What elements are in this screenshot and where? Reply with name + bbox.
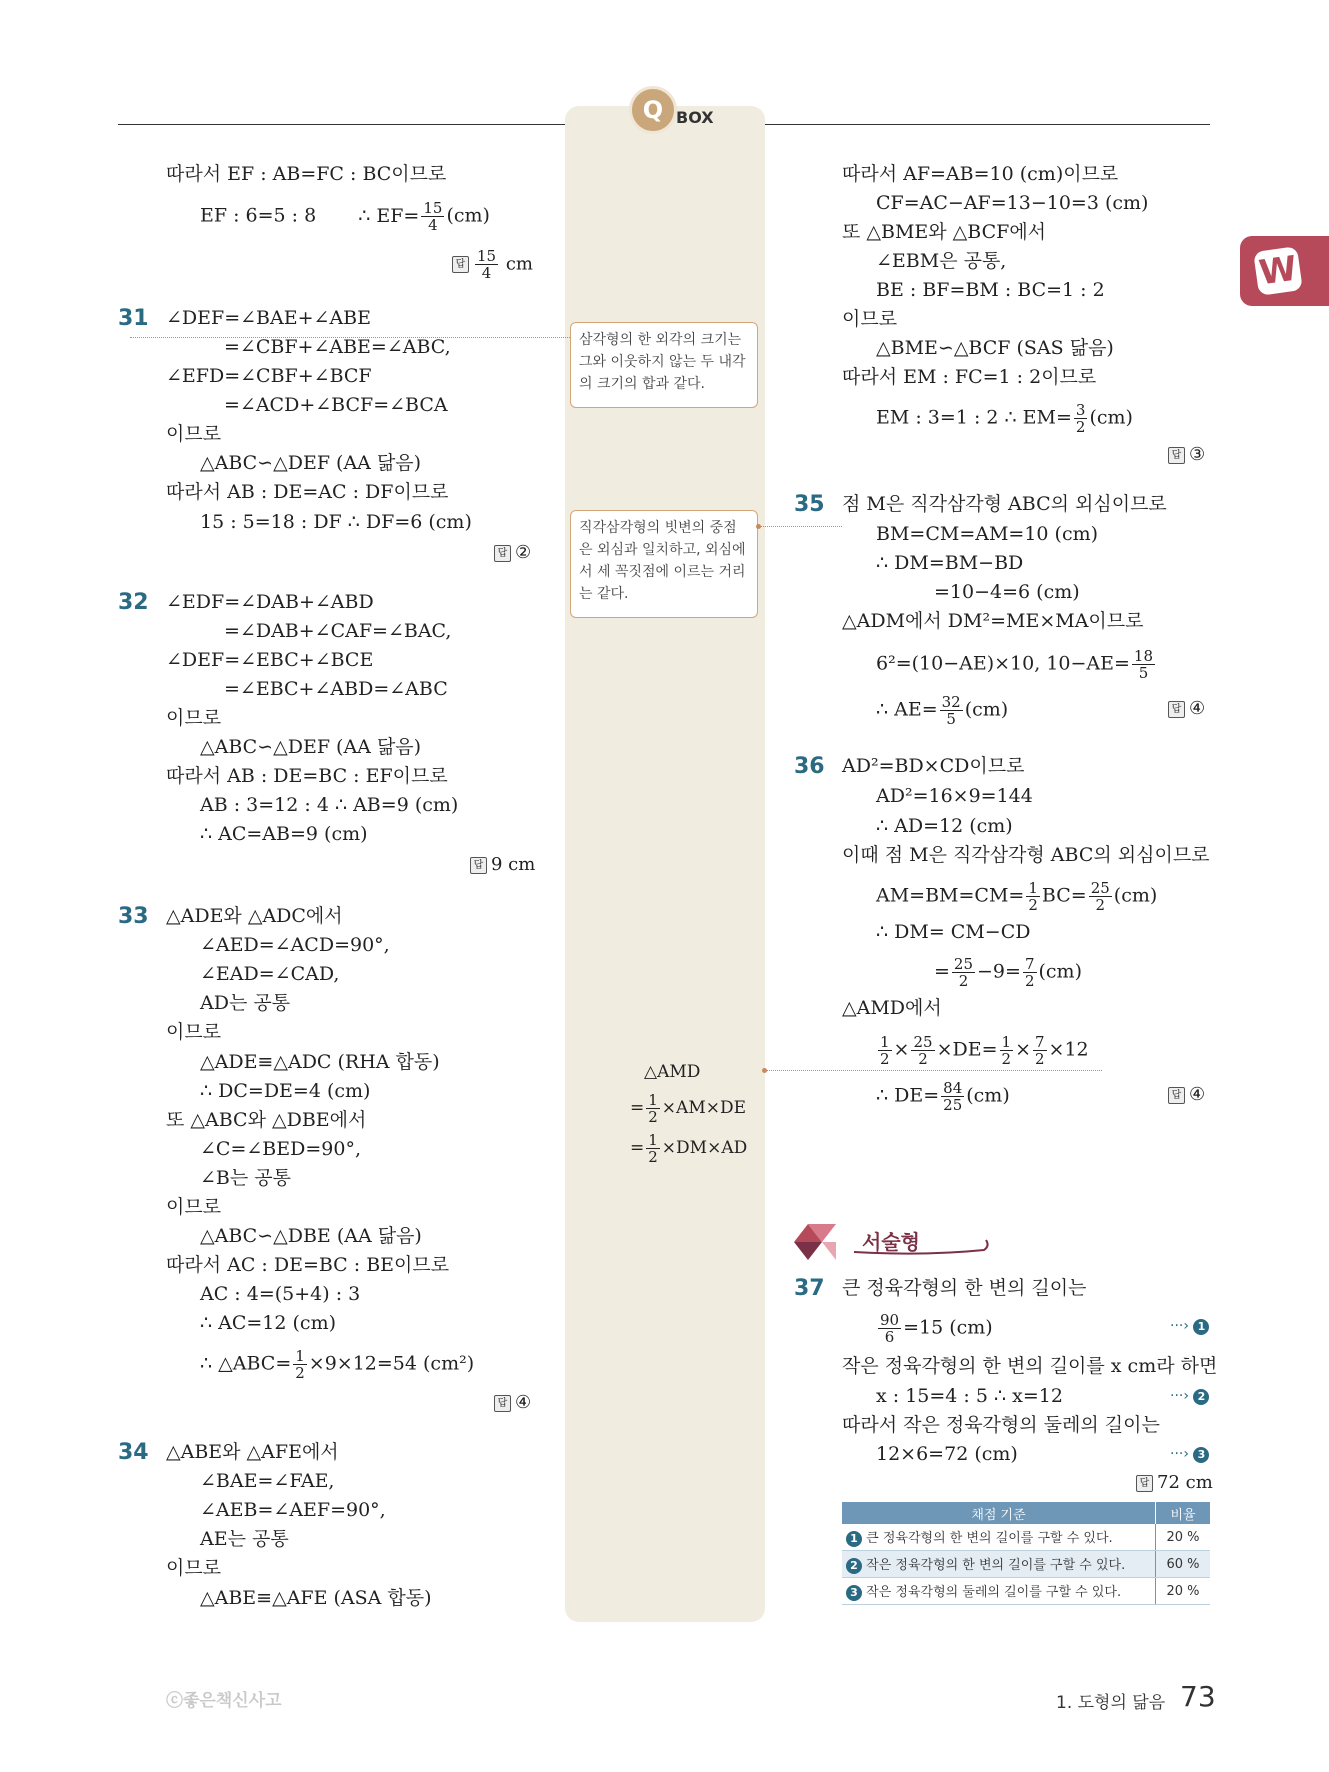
- p31-line-1: ∠DEF=∠BAE+∠ABE: [166, 307, 371, 329]
- p36-line-8: △AMD에서: [842, 997, 942, 1019]
- answer-32: 답 9 cm: [470, 854, 535, 875]
- p37-line-3: 작은 정육각형의 한 변의 길이를 x cm라 하면: [842, 1355, 1218, 1377]
- answer-mark-icon: 답: [1168, 701, 1185, 718]
- p34-line-3: ∠AEB=∠AEF=90°,: [200, 1499, 386, 1521]
- p33-line-10: ∠B는 공통: [200, 1167, 291, 1189]
- p36-line-3: ∴ AD=12 (cm): [876, 815, 1013, 837]
- answer-mark-icon: 답: [1168, 447, 1185, 464]
- p33-line-16: ∴ △ABC= $\frac{1}{2}$ ×9×12=54 (cm²): [200, 1347, 475, 1382]
- intro-ratio: EF : 6=5 : 8: [200, 204, 317, 227]
- answer-35: 답 ④: [1168, 698, 1205, 719]
- p32-line-2: =∠DAB+∠CAF=∠BAC,: [224, 620, 452, 642]
- intro-line-1: 따라서 EF : AB=FC : BC이므로: [166, 163, 447, 185]
- grading-row: 2 작은 정육각형의 한 변의 길이를 구할 수 있다. 60 %: [842, 1551, 1210, 1578]
- note-leader-35: [758, 526, 842, 527]
- side-tab-letter: W: [1253, 246, 1303, 296]
- p34-line-5: 이므로: [166, 1557, 222, 1579]
- intro-therefore: ∴ EF=: [358, 204, 420, 227]
- cont-line-6: 이므로: [842, 308, 898, 330]
- note-leader-dot-35: [756, 524, 761, 529]
- p33-line-14: AC : 4=(5+4) : 3: [200, 1283, 361, 1305]
- answer-intro: 답 $\frac{15}{4}$ cm: [452, 248, 533, 281]
- q-box-label: BOX: [676, 108, 714, 127]
- p35-line-1: 점 M은 직각삼각형 ABC의 외심이므로: [842, 493, 1167, 515]
- qbox-note-exterior-angle: 삼각형의 한 외각의 크기는 그와 이웃하지 않는 두 내각의 크기의 합과 같다.: [570, 322, 758, 408]
- problem-number-36: 36: [794, 754, 825, 779]
- p35-line-2: BM=CM=AM=10 (cm): [876, 523, 1099, 545]
- intro-unit: (cm): [446, 204, 490, 227]
- answer-31: 답 ②: [494, 542, 531, 563]
- p36-line-9: $\frac{1}{2}$ × $\frac{25}{2}$ ×DE= $\frac{1}{2}$ × $\frac{7}{2}$ ×12: [880, 1033, 1089, 1068]
- cont-line-8: 따라서 EM : FC=1 : 2이므로: [842, 366, 1097, 388]
- p32-line-6: △ABC∽△DEF (AA 닮음): [200, 736, 422, 758]
- p32-line-9: ∴ AC=AB=9 (cm): [200, 823, 368, 845]
- p32-line-3: ∠DEF=∠EBC+∠BCE: [166, 649, 374, 671]
- p33-line-13: 따라서 AC : DE=BC : BE이므로: [166, 1254, 450, 1276]
- p34-line-2: ∠BAE=∠FAE,: [200, 1470, 335, 1492]
- q-box-badge: Q: [629, 86, 677, 134]
- essay-title: 서술형: [862, 1230, 920, 1254]
- p33-line-5: 이므로: [166, 1021, 222, 1043]
- p31-line-5: 이므로: [166, 423, 222, 445]
- cont-line-1: 따라서 AF=AB=10 (cm)이므로: [842, 163, 1119, 185]
- cont-line-9: EM : 3=1 : 2 ∴ EM= $\frac{3}{2}$ (cm): [876, 401, 1133, 436]
- problem-number-32: 32: [118, 590, 149, 615]
- step-marker-3: ···› 3: [1170, 1446, 1209, 1463]
- answer-mark-icon: 답: [452, 256, 469, 273]
- note-leader-dot-36: [762, 1068, 767, 1073]
- qbox-amd-line-1: △AMD: [644, 1062, 701, 1082]
- problem-number-37: 37: [794, 1276, 825, 1301]
- p36-line-1: AD²=BD×CD이므로: [842, 755, 1025, 777]
- cont-line-2: CF=AC−AF=13−10=3 (cm): [876, 192, 1149, 214]
- p36-line-7: = $\frac{25}{2}$ −9= $\frac{7}{2}$ (cm): [934, 955, 1082, 990]
- publisher-logo: ⓒ좋은책신사고: [166, 1691, 282, 1711]
- intro-fraction: $\frac{15}{4}$: [423, 199, 443, 234]
- p32-line-4: =∠EBC+∠ABD=∠ABC: [224, 678, 448, 700]
- p33-line-1: △ADE와 △ADC에서: [166, 905, 343, 927]
- p36-line-5: AM=BM=CM= $\frac{1}{2}$ BC= $\frac{25}{2}$ (cm): [876, 879, 1158, 914]
- p33-line-8: 또 △ABC와 △DBE에서: [166, 1109, 367, 1131]
- cont-line-7: △BME∽△BCF (SAS 닮음): [876, 337, 1114, 359]
- qbox-amd-line-2: = $\frac{1}{2}$ ×AM×DE: [630, 1091, 747, 1126]
- p36-line-4: 이때 점 M은 직각삼각형 ABC의 외심이므로: [842, 844, 1210, 866]
- p37-line-6: 12×6=72 (cm): [876, 1443, 1018, 1465]
- p31-line-6: △ABC∽△DEF (AA 닮음): [200, 452, 422, 474]
- answer-mark-icon: 답: [470, 857, 487, 874]
- p35-line-7: ∴ AE= $\frac{32}{5}$ (cm): [876, 693, 1009, 728]
- note-leader-31: [130, 337, 572, 338]
- p37-line-2: $\frac{90}{6}$ =15 (cm): [880, 1311, 993, 1346]
- p34-line-4: AE는 공통: [200, 1528, 289, 1550]
- answer-mark-icon: 답: [1136, 1475, 1153, 1492]
- answer-mark-icon: 답: [494, 545, 511, 562]
- p33-line-4: AD는 공통: [200, 992, 291, 1014]
- p33-line-9: ∠C=∠BED=90°,: [200, 1138, 361, 1160]
- grading-header-criteria: 채점 기준: [842, 1502, 1156, 1524]
- p35-line-4: =10−4=6 (cm): [934, 581, 1080, 603]
- p34-line-6: △ABE≡△AFE (ASA 합동): [200, 1587, 432, 1609]
- grading-header-ratio: 비율: [1156, 1502, 1211, 1524]
- intro-line-2: [200, 200, 490, 233]
- chapter-label: 1. 도형의 닮음: [1056, 1693, 1166, 1713]
- p37-line-5: 따라서 작은 정육각형의 둘레의 길이는: [842, 1414, 1160, 1436]
- problem-number-33: 33: [118, 904, 149, 929]
- p33-line-6: △ADE≡△ADC (RHA 합동): [200, 1051, 440, 1073]
- answer-mark-icon: 답: [1168, 1087, 1185, 1104]
- side-tab: [1240, 236, 1329, 306]
- answer-37: 답 72 cm: [1136, 1472, 1213, 1493]
- p33-line-3: ∠EAD=∠CAD,: [200, 963, 340, 985]
- problem-number-34: 34: [118, 1440, 149, 1465]
- cont-line-3: 또 △BME와 △BCF에서: [842, 221, 1047, 243]
- page-number: 73: [1180, 1680, 1216, 1713]
- grading-table: [842, 1502, 1210, 1605]
- p36-line-10: ∴ DE= $\frac{84}{25}$ (cm): [876, 1079, 1010, 1114]
- answer-mark-icon: 답: [494, 1395, 511, 1412]
- p35-line-3: ∴ DM=BM−BD: [876, 552, 1024, 574]
- p35-line-5: △ADM에서 DM²=ME×MA이므로: [842, 610, 1144, 632]
- p36-line-2: AD²=16×9=144: [876, 785, 1033, 807]
- answer-36: 답 ④: [1168, 1084, 1205, 1105]
- p31-line-3: ∠EFD=∠CBF+∠BCF: [166, 365, 372, 387]
- p37-line-4: x : 15=4 : 5 ∴ x=12: [876, 1385, 1063, 1407]
- p32-line-8: AB : 3=12 : 4 ∴ AB=9 (cm): [200, 794, 459, 816]
- p32-line-7: 따라서 AB : DE=BC : EF이므로: [166, 765, 448, 787]
- qbox-amd-line-3: = $\frac{1}{2}$ ×DM×AD: [630, 1131, 748, 1166]
- answer-33: 답 ④: [494, 1392, 531, 1413]
- grading-row: 3 작은 정육각형의 둘레의 길이를 구할 수 있다. 20 %: [842, 1578, 1210, 1605]
- step-marker-1: ···› 1: [1170, 1318, 1209, 1335]
- p31-line-4: =∠ACD+∠BCF=∠BCA: [224, 394, 448, 416]
- p33-line-7: ∴ DC=DE=4 (cm): [200, 1080, 371, 1102]
- step-marker-2: ···› 2: [1170, 1388, 1209, 1405]
- cont-line-4: ∠EBM은 공통,: [876, 250, 1007, 272]
- cont-line-5: BE : BF=BM : BC=1 : 2: [876, 279, 1105, 301]
- p34-line-1: △ABE와 △AFE에서: [166, 1441, 339, 1463]
- qbox-note-circumcenter: 직각삼각형의 빗변의 중점은 외심과 일치하고, 외심에서 세 꼭짓점에 이르는 거리는 같다.: [570, 510, 758, 618]
- p36-line-6: ∴ DM= CM−CD: [876, 921, 1031, 943]
- p31-line-8: 15 : 5=18 : DF ∴ DF=6 (cm): [200, 511, 472, 533]
- note-leader-36: [766, 1070, 1102, 1071]
- p37-line-1: 큰 정육각형의 한 변의 길이는: [842, 1277, 1087, 1299]
- problem-number-31: 31: [118, 306, 149, 331]
- answer-34: 답 ③: [1168, 444, 1205, 465]
- p33-line-12: △ABC∽△DBE (AA 닮음): [200, 1225, 422, 1247]
- p31-line-2: =∠CBF+∠ABE=∠ABC,: [224, 336, 451, 358]
- p33-line-15: ∴ AC=12 (cm): [200, 1312, 337, 1334]
- problem-number-35: 35: [794, 492, 825, 517]
- p32-line-5: 이므로: [166, 707, 222, 729]
- p33-line-11: 이므로: [166, 1196, 222, 1218]
- p31-line-7: 따라서 AB : DE=AC : DF이므로: [166, 481, 449, 503]
- p35-line-6: 6²=(10−AE)×10, 10−AE= $\frac{18}{5}$: [876, 647, 1154, 682]
- p33-line-2: ∠AED=∠ACD=90°,: [200, 934, 390, 956]
- grading-row: 1 큰 정육각형의 한 변의 길이를 구할 수 있다. 20 %: [842, 1524, 1210, 1551]
- p32-line-1: ∠EDF=∠DAB+∠ABD: [166, 591, 374, 613]
